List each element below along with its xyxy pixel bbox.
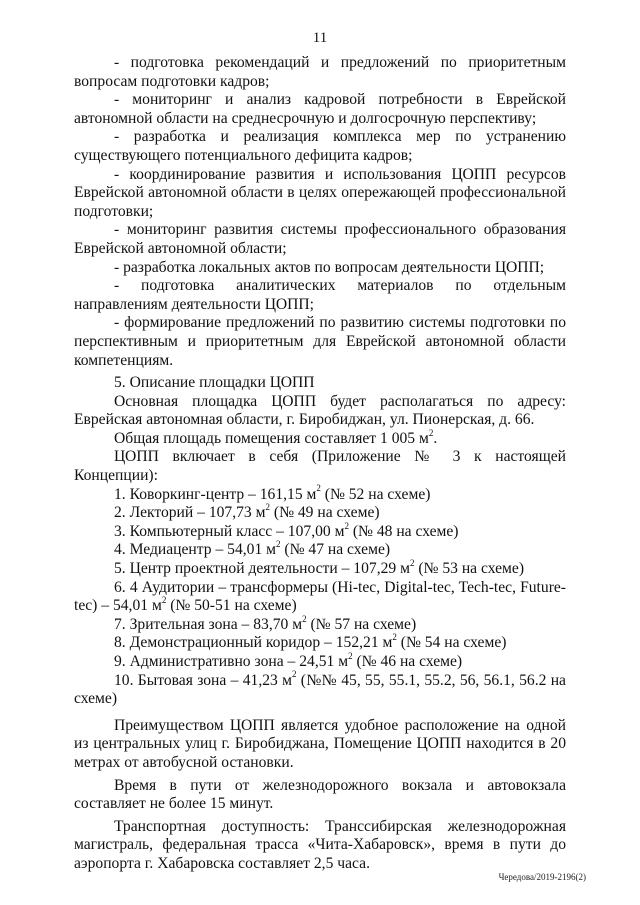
room-name: 6. 4 Аудитории – трансформеры (Hi-tec, Digital-tec, Tech-tec, Future-tec) – 54,01 м [74,578,566,615]
room-unit-sup: 2 [302,613,307,624]
room-name: 9. Административно зона – 24,51 м [114,653,349,670]
list-item: - подготовка рекомендаций и предложений по приоритетным вопросам подготовки кадров; [74,54,566,90]
room-unit-sup: 2 [276,539,281,550]
room-item [74,557,566,579]
room-ref: (№ 48 на схеме) [348,522,459,540]
total-area [74,427,566,449]
room-ref: (№ 50-51 на схеме) [166,597,297,615]
room-unit-sup: 2 [265,502,270,513]
room-name: 1. Коворкинг-центр – 161,15 м [114,485,317,503]
room-ref: (№ 57 на схеме) [306,615,417,633]
section-heading: 5. Описание площадки ЦОПП [114,374,315,392]
location-advantage: Преимуществом ЦОПП является удобное расположение на одной из центральных улиц г. Биробиджана, Помещение ЦОПП находится в 20 метрах от автобусной остановки. [74,716,566,771]
room-name: 7. Зрительная зона – 83,70 м [114,615,303,633]
total-area-suffix: . [433,429,438,447]
room-name: 8. Демонстрационный коридор – 152,21 м [114,634,393,652]
room-ref: (№ 49 на схеме) [270,504,380,522]
room-unit-sup: 2 [316,483,321,494]
room-item [74,541,566,560]
room-ref: (№ 52 на схеме) [320,485,431,503]
rooms-intro: ЦОПП включает в себя (Приложение № 3 к настоящей Концепции): [74,448,566,485]
transport-access: Транспортная доступность: Транссибирская железнодорожная магистраль, федеральная трасса «Чита-Хабаровск», время в пути до аэропорта г. Хабаровска составляет 2,5 часа. [74,817,566,872]
room-unit-sup: 2 [344,520,349,531]
room-name: 2. Лекторий – 107,73 м [114,504,266,522]
room-ref: (№ 46 на схеме) [352,653,463,670]
room-item [74,650,566,672]
room-item [74,579,566,616]
room-item [74,520,566,542]
list-item: - мониторинг и анализ кадровой потребности в Еврейской автономной области на среднесрочную и долгосрочную перспективу; [74,91,566,127]
room-unit-sup: 2 [348,650,353,661]
room-ref: (№ 53 на схеме) [414,560,525,578]
room-item [74,504,566,523]
room-item [74,483,566,505]
travel-time: Время в пути от железнодорожного вокзала и автовокзала составляет не более 15 минут. [74,776,566,813]
room-unit-sup: 2 [409,557,415,568]
document-body [74,54,566,874]
room-ref: (№№ 45, 55, 55.1, 55.2, 56, 56.1, 56.2 на схеме) [74,671,566,708]
room-name: 3. Компьютерный класс – 107,00 м [114,522,345,540]
room-unit-sup: 2 [291,669,297,680]
room-unit-sup: 2 [392,632,397,643]
list-item: - формирование предложений по развитию системы подготовки по перспективным и приоритетным для Еврейской автономной области компетенциям. [74,314,566,369]
list-item: - разработка локальных актов по вопросам деятельности ЦОПП; [114,258,545,276]
footer-doc-code: Чередова/2019-2196(2) [498,872,586,882]
room-item [74,669,566,709]
room-name: 4. Медиацентр – 54,01 м [114,541,277,559]
room-item [74,613,566,635]
room-name: 10. Бытовая зона – 41,23 м [114,671,292,689]
area-unit-sup: 2 [428,427,434,438]
total-area-text: Общая площадь помещения составляет 1 005 м [114,429,429,447]
list-item: - разработка и реализация комплекса мер по устранению существующего потенциального дефицита кадров; [74,128,566,164]
list-item: - мониторинг развития системы профессионального образования Еврейской автономной области; [74,221,566,257]
list-item: - подготовка аналитических материалов по отдельным направлениям деятельности ЦОПП; [74,277,566,313]
room-unit-sup: 2 [161,595,167,606]
address-paragraph: Основная площадка ЦОПП будет располагаться по адресу: Еврейская автономная области, г. Биробиджан, ул. Пионерская, д. 66. [74,392,566,429]
room-ref: (№ 47 на схеме) [280,541,391,559]
list-item: - координирование развития и использования ЦОПП ресурсов Еврейской автономной области в целях опережающей профессиональной подготовки; [74,165,566,220]
page-number: 11 [312,30,328,46]
room-item [74,634,566,653]
room-ref: (№ 54 на схеме) [396,634,507,652]
room-name: 5. Центр проектной деятельности – 107,29 м [114,560,410,578]
